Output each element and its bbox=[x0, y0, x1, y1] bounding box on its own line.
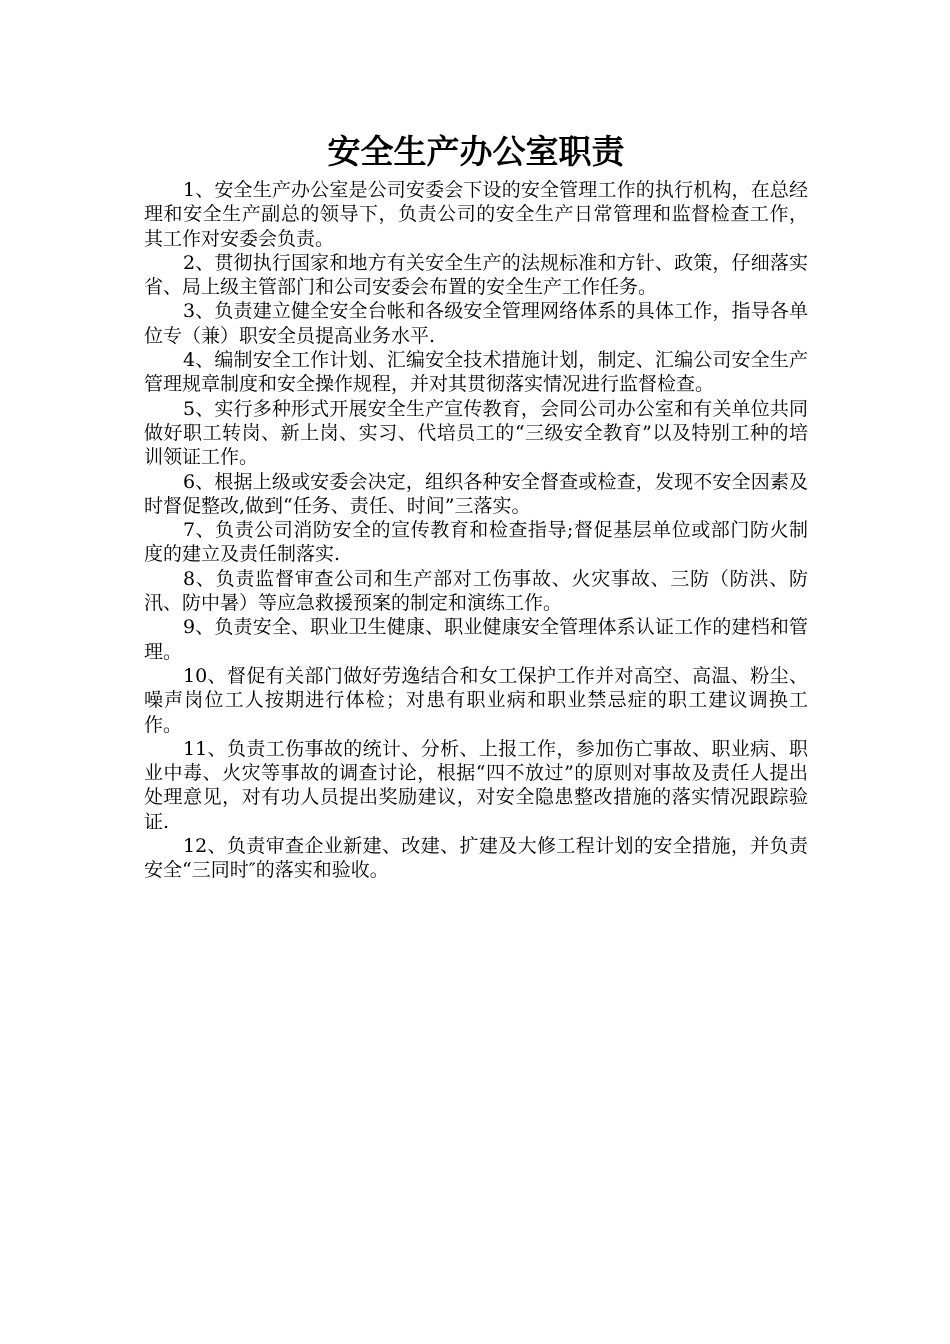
responsibility-item-11: 11、负责工伤事故的统计、分析、上报工作，参加伤亡事故、职业病、职业中毒、火灾等事故的调查讨论，根据“四不放过”的原则对事故及责任人提出处理意见，对有功人员提出奖励建议，对安全隐患整改措施的落实情况跟踪验证. bbox=[144, 737, 808, 833]
responsibility-item-4: 4、编制安全工作计划、汇编安全技术措施计划，制定、汇编公司安全生产管理规章制度和安全操作规程，并对其贯彻落实情况进行监督检查。 bbox=[144, 349, 808, 396]
responsibility-item-8: 8、负责监督审查公司和生产部对工伤事故、火灾事故、三防（防洪、防汛、防中暑）等应急救援预案的制定和演练工作。 bbox=[144, 567, 808, 615]
responsibility-item-3: 3、负责建立健全安全台帐和各级安全管理网络体系的具体工作，指导各单位专（兼）职安全员提高业务水平. bbox=[144, 300, 808, 347]
responsibility-item-10: 10、督促有关部门做好劳逸结合和女工保护工作并对高空、高温、粉尘、噪声岗位工人按期进行体检；对患有职业病和职业禁忌症的职工建议调换工作。 bbox=[144, 664, 808, 736]
document-title: 安全生产办公室职责 bbox=[327, 132, 625, 171]
responsibility-item-12: 12、负责审查企业新建、改建、扩建及大修工程计划的安全措施，并负责安全“三同时″的落实和验收。 bbox=[144, 835, 808, 882]
responsibility-item-7: 7、负责公司消防安全的宣传教育和检查指导;督促基层单位或部门防火制度的建立及责任制落实. bbox=[144, 519, 808, 566]
responsibility-item-6: 6、根据上级或安委会决定，组织各种安全督查或检查，发现不安全因素及时督促整改,做到“任务、责任、时间”三落实。 bbox=[144, 470, 808, 517]
responsibilities-document bbox=[144, 126, 808, 883]
responsibility-item-5: 5、实行多种形式开展安全生产宣传教育，会同公司办公室和有关单位共同做好职工转岗、新上岗、实习、代培员工的“三级安全教育”以及特别工种的培训领证工作。 bbox=[144, 397, 808, 469]
responsibility-item-1: 1、安全生产办公室是公司安委会下设的安全管理工作的执行机构，在总经理和安全生产副总的领导下，负责公司的安全生产日常管理和监督检查工作，其工作对安委会负责。 bbox=[144, 179, 808, 250]
responsibility-item-2: 2、贯彻执行国家和地方有关安全生产的法规标准和方针、政策，仔细落实省、局上级主管部门和公司安委会布置的安全生产工作任务。 bbox=[144, 251, 808, 299]
responsibility-item-9: 9、负责安全、职业卫生健康、职业健康安全管理体系认证工作的建档和管理。 bbox=[144, 616, 808, 663]
